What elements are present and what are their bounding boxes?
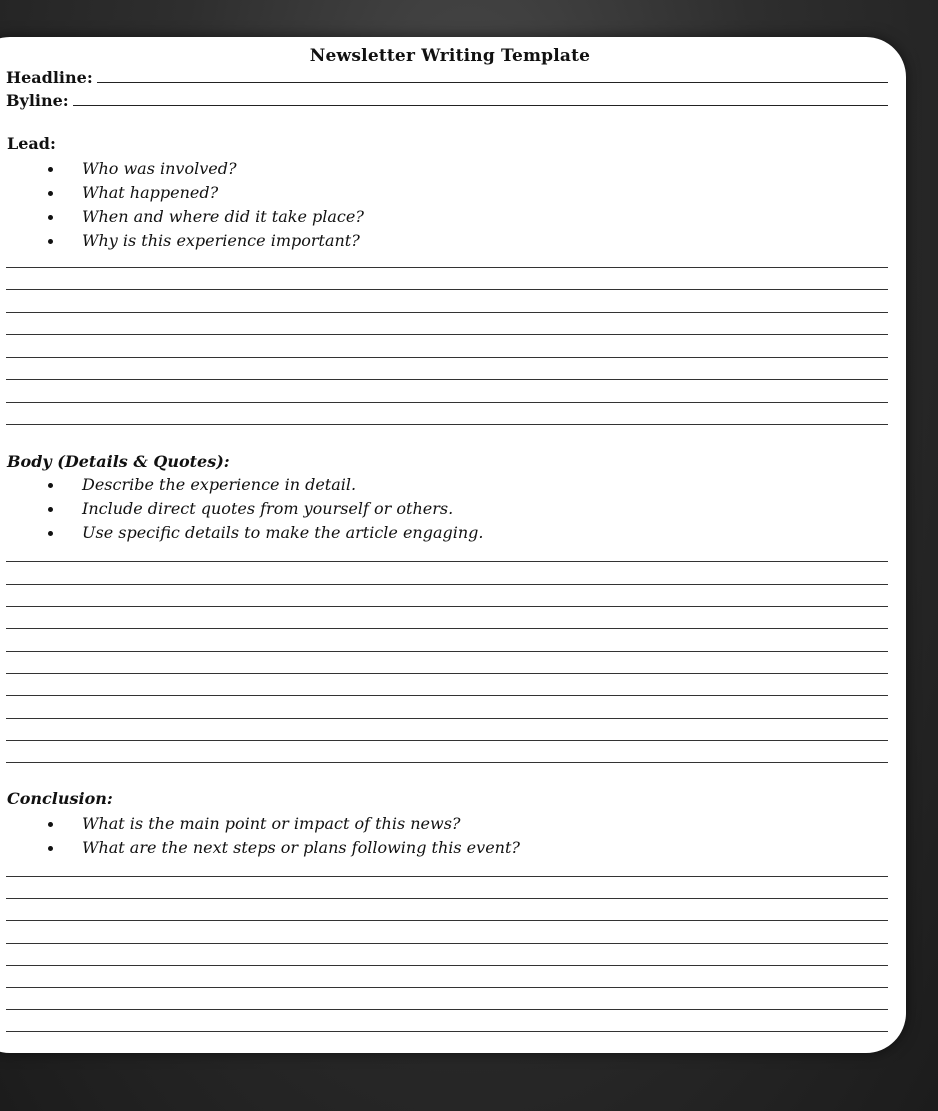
bullet-icon (48, 239, 53, 244)
writing-line[interactable] (6, 334, 888, 335)
conclusion-heading: Conclusion: (7, 789, 113, 808)
writing-line[interactable] (6, 424, 888, 425)
byline-blank-line[interactable] (73, 90, 888, 106)
writing-line[interactable] (6, 1031, 888, 1032)
writing-line[interactable] (6, 695, 888, 696)
page-title: Newsletter Writing Template (309, 46, 591, 66)
writing-line[interactable] (6, 876, 888, 877)
bullet-icon (48, 846, 53, 851)
list-item: What is the main point or impact of this news? (48, 812, 520, 836)
writing-line[interactable] (6, 965, 888, 966)
writing-line[interactable] (6, 673, 888, 674)
list-item: Use specific details to make the article engaging. (48, 521, 484, 545)
bullet-icon (48, 531, 53, 536)
bullet-icon (48, 191, 53, 196)
writing-line[interactable] (6, 561, 888, 562)
writing-line[interactable] (6, 762, 888, 763)
byline-field[interactable] (6, 90, 888, 110)
writing-line[interactable] (6, 357, 888, 358)
list-item: What happened? (48, 181, 364, 205)
writing-line[interactable] (6, 584, 888, 585)
writing-line[interactable] (6, 718, 888, 719)
headline-blank-line[interactable] (97, 67, 888, 83)
bullet-icon (48, 167, 53, 172)
list-item: Why is this experience important? (48, 229, 364, 253)
writing-line[interactable] (6, 898, 888, 899)
body-prompts (48, 473, 484, 545)
bullet-icon (48, 822, 53, 827)
writing-line[interactable] (6, 289, 888, 290)
body-heading: Body (Details & Quotes): (7, 452, 230, 471)
list-item: Who was involved? (48, 157, 364, 181)
writing-line[interactable] (6, 606, 888, 607)
writing-line[interactable] (6, 1009, 888, 1010)
list-item: What are the next steps or plans following this event? (48, 836, 520, 860)
lead-heading: Lead: (7, 134, 56, 153)
writing-line[interactable] (6, 312, 888, 313)
bullet-icon (48, 483, 53, 488)
conclusion-prompts (48, 812, 520, 860)
writing-line[interactable] (6, 740, 888, 741)
writing-line[interactable] (6, 920, 888, 921)
bullet-icon (48, 507, 53, 512)
writing-line[interactable] (6, 628, 888, 629)
writing-line[interactable] (6, 987, 888, 988)
headline-label: Headline: (6, 68, 93, 87)
list-item: When and where did it take place? (48, 205, 364, 229)
writing-line[interactable] (6, 651, 888, 652)
writing-line[interactable] (6, 402, 888, 403)
headline-field[interactable] (6, 67, 888, 87)
lead-prompts (48, 157, 364, 253)
bullet-icon (48, 215, 53, 220)
writing-line[interactable] (6, 267, 888, 268)
byline-label: Byline: (6, 91, 69, 110)
writing-line[interactable] (6, 379, 888, 380)
writing-line[interactable] (6, 943, 888, 944)
list-item: Include direct quotes from yourself or others. (48, 497, 484, 521)
list-item: Describe the experience in detail. (48, 473, 484, 497)
